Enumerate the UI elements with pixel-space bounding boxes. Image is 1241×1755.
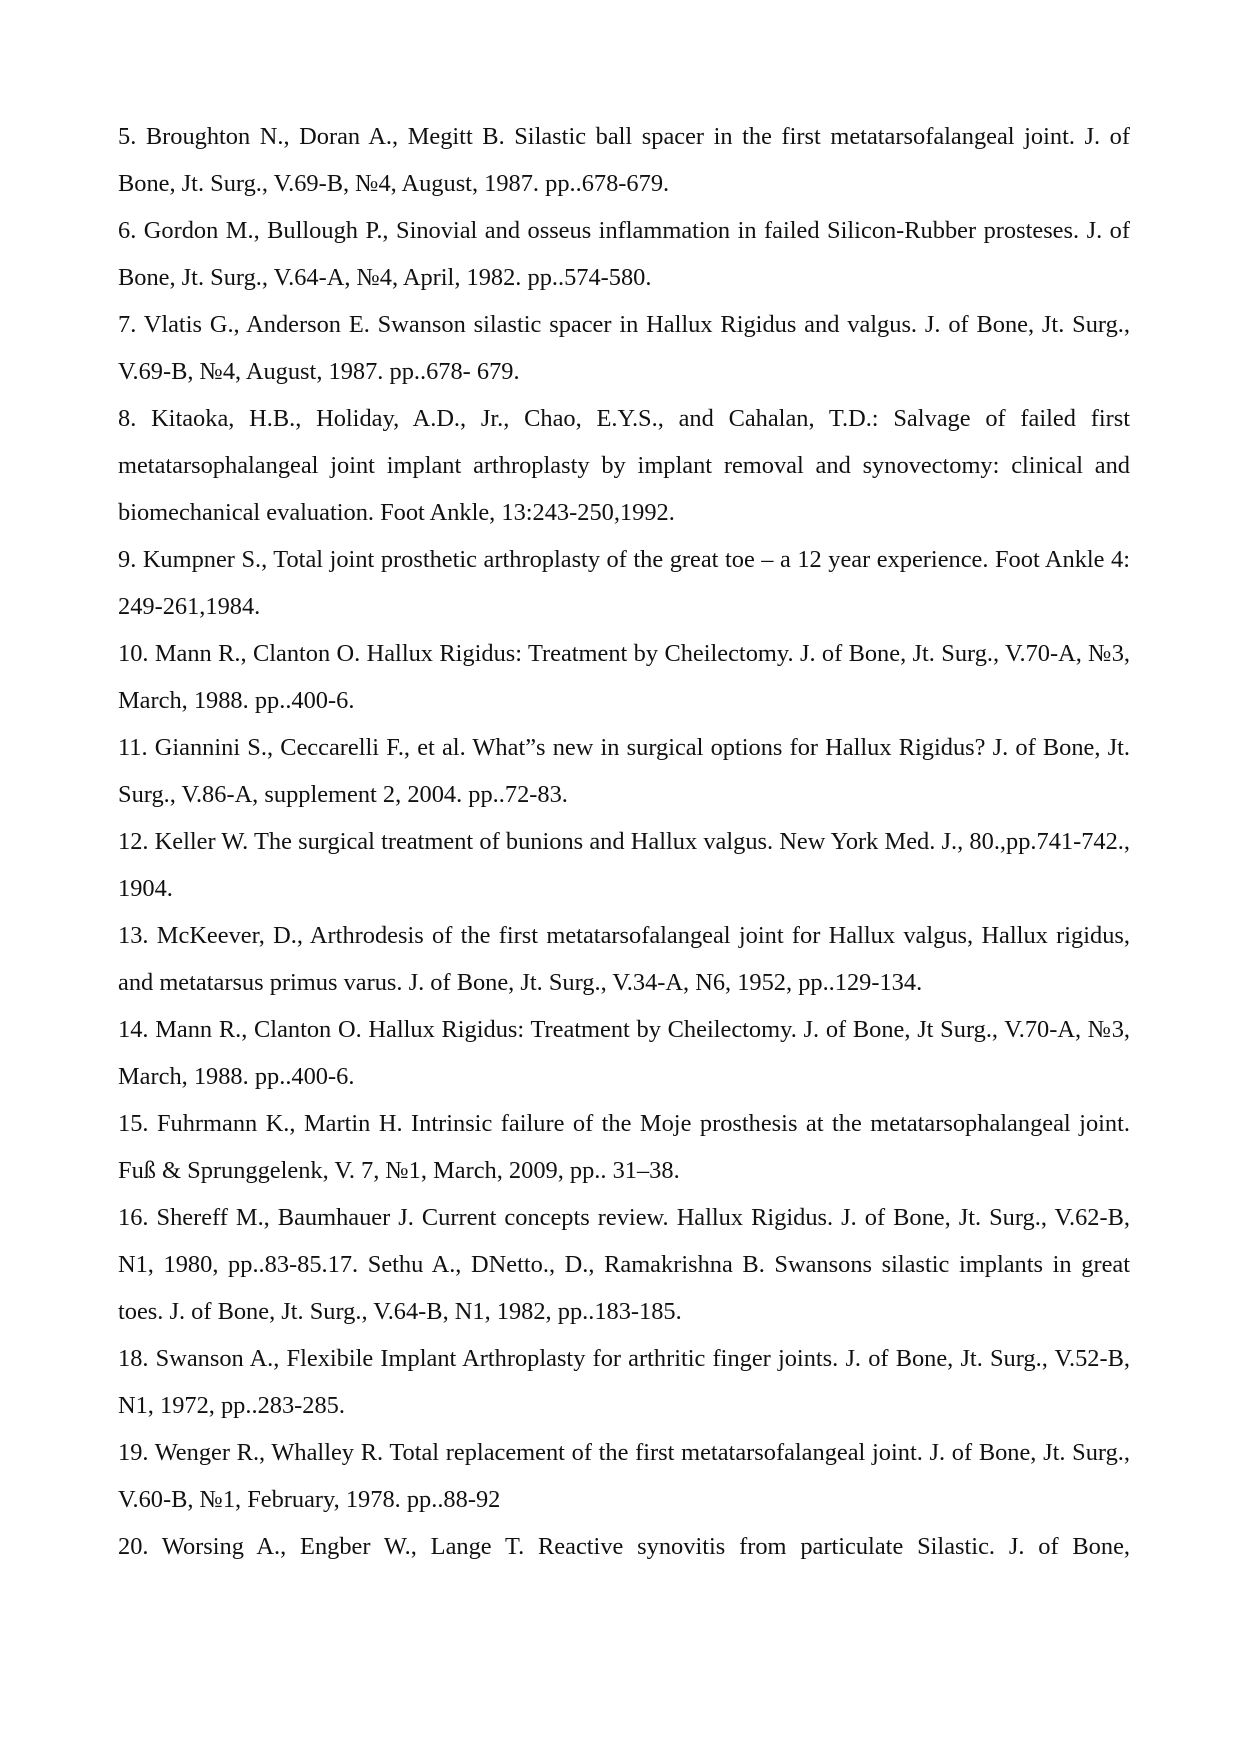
reference-item: 11. Giannini S., Ceccarelli F., et al. What”s new in surgical options for Hallux Rigidus? J. of Bone, Jt. Surg., V.86-A, supplement 2, 2004. pp..72-83. — [118, 734, 1130, 808]
reference-item: 15. Fuhrmann K., Martin H. Intrinsic failure of the Moje prosthesis at the metatarsophalangeal joint. Fuß & Sprunggelenk, V. 7, №1, March, 2009, pp.. 31–38. — [118, 1110, 1130, 1184]
reference-item: 10. Mann R., Clanton O. Hallux Rigidus: Treatment by Cheilectomy. J. of Bone, Jt. Surg., V.70-A, №3, March, 1988. pp..400-6. — [118, 640, 1130, 714]
reference-item: 14. Mann R., Clanton O. Hallux Rigidus: Treatment by Cheilectomy. J. of Bone, Jt Surg., V.70-A, №3, March, 1988. pp..400-6. — [118, 1016, 1130, 1090]
reference-item-truncated: 20. Worsing A., Engber W., Lange T. Reactive synovitis from particulate Silastic. J. of Bone, — [118, 1533, 1130, 1560]
reference-item: 19. Wenger R., Whalley R. Total replacement of the first metatarsofalangeal joint. J. of Bone, Jt. Surg., V.60-B, №1, February, 1978. pp..88-92 — [118, 1439, 1130, 1513]
reference-item: 8. Kitaoka, H.B., Holiday, A.D., Jr., Chao, E.Y.S., and Cahalan, T.D.: Salvage of failed first metatarsophalangeal joint implant arthroplasty by implant removal and synovectomy: clinical and biomechanical evaluation. Foot Ankle, 13:243-250,1992. — [118, 405, 1130, 526]
reference-item: 18. Swanson A., Flexibile Implant Arthroplasty for arthritic finger joints. J. of Bone, Jt. Surg., V.52-B, N1, 1972, pp..283-285. — [118, 1345, 1130, 1419]
reference-item: 12. Keller W. The surgical treatment of bunions and Hallux valgus. New York Med. J., 80.,pp.741-742., 1904. — [118, 828, 1130, 902]
reference-item: 7. Vlatis G., Anderson E. Swanson silastic spacer in Hallux Rigidus and valgus. J. of Bone, Jt. Surg., V.69-B, №4, August, 1987. pp..678- 679. — [118, 311, 1130, 385]
reference-item: 16. Shereff M., Baumhauer J. Current concepts review. Hallux Rigidus. J. of Bone, Jt. Surg., V.62-B, N1, 1980, pp..83-85.17. Sethu A., DNetto., D., Ramakrishna B. Swansons silastic implants in great toes. J. of Bone, Jt. Surg., V.64-B, N1, 1982, pp..183-185. — [118, 1204, 1130, 1325]
reference-item: 9. Kumpner S., Total joint prosthetic arthroplasty of the great toe – a 12 year experience. Foot Ankle 4: 249-261,1984. — [118, 546, 1130, 620]
reference-item: 6. Gordon M., Bullough P., Sinovial and osseus inflammation in failed Silicon-Rubber prosteses. J. of Bone, Jt. Surg., V.64-A, №4, April, 1982. pp..574-580. — [118, 217, 1130, 291]
reference-item: 5. Broughton N., Doran A., Megitt B. Silastic ball spacer in the first metatarsofalangeal joint. J. of Bone, Jt. Surg., V.69-B, №4, August, 1987. pp..678-679. — [118, 123, 1130, 197]
reference-list — [118, 113, 1130, 1570]
reference-item: 13. McKeever, D., Arthrodesis of the first metatarsofalangeal joint for Hallux valgus, Hallux rigidus, and metatarsus primus varus. J. of Bone, Jt. Surg., V.34-A, N6, 1952, pp..129-134. — [118, 922, 1130, 996]
